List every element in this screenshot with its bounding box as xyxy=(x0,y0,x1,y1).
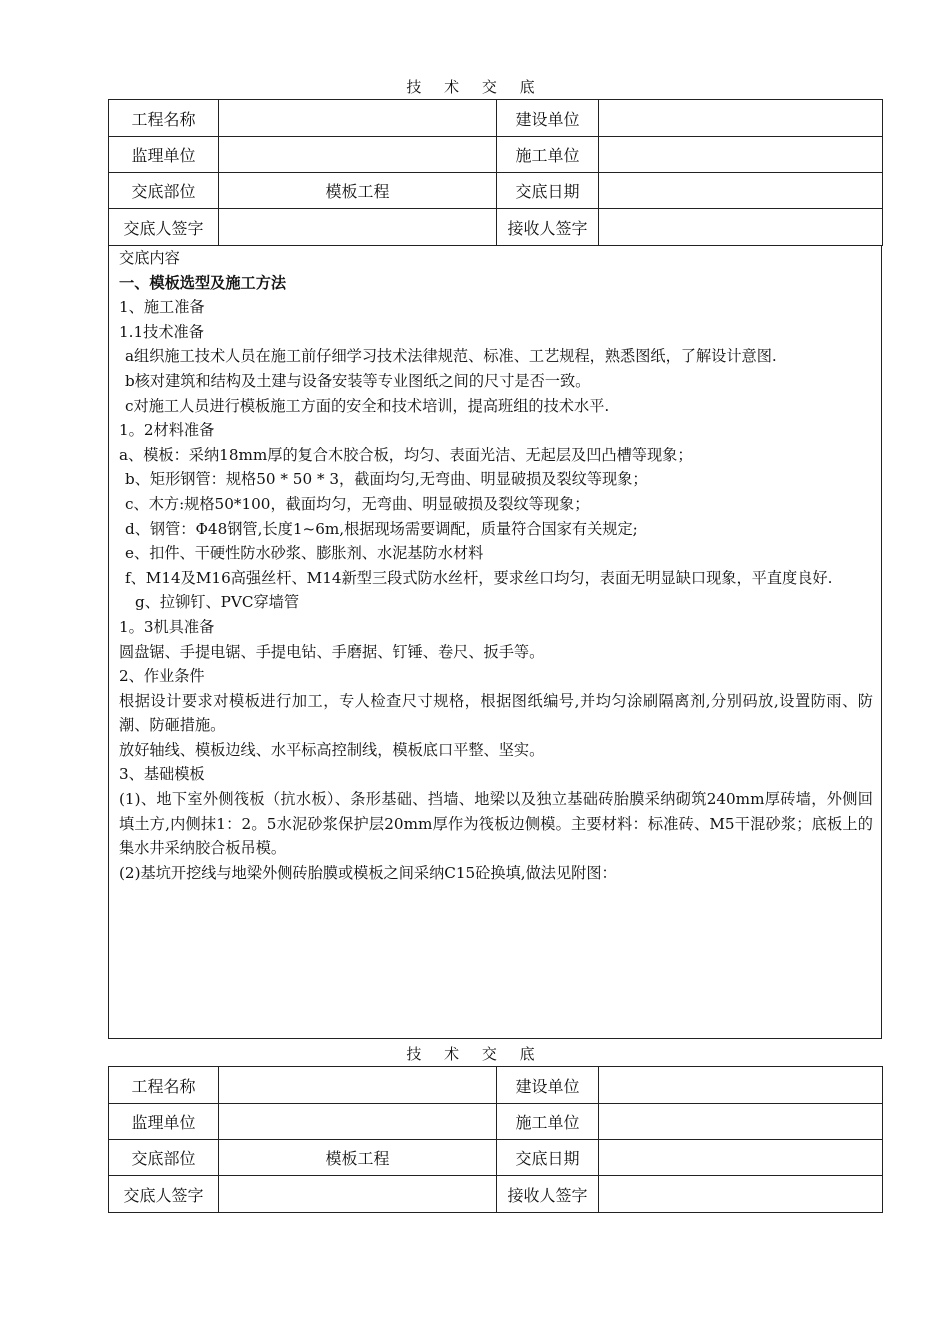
subsection-heading: 3、基础模板 xyxy=(119,765,205,784)
section-heading: 一、模板选型及施工方法 xyxy=(119,273,287,292)
table-row xyxy=(109,1067,883,1104)
paragraph: a组织施工技术人员在施工前仔细学习技术法律规范、标准、工艺规程，熟悉图纸，了解设计意图. xyxy=(125,347,777,366)
paragraph: 根据设计要求对模板进行加工，专人检查尺寸规格，根据图纸编号,并均匀涂刷隔离剂,分别码放,设置防雨、防潮、防砸措施。 xyxy=(119,691,873,735)
giver-sign-field[interactable] xyxy=(219,209,497,246)
part-field[interactable]: 模板工程 xyxy=(219,173,497,209)
table-row xyxy=(109,1140,883,1176)
disclosure-content xyxy=(108,245,882,1039)
table-row xyxy=(109,173,883,209)
disclosure-header-table xyxy=(108,1066,883,1213)
giver-sign-label: 交底人签字 xyxy=(109,209,219,246)
supervisor-label: 监理单位 xyxy=(109,1104,219,1140)
subsection-heading: 1。2材料准备 xyxy=(119,421,215,440)
paragraph: c、木方:规格50*100，截面均匀，无弯曲、明显破损及裂纹等现象； xyxy=(125,494,590,513)
paragraph: f、M14及M16高强丝杆、M14新型三段式防水丝杆，要求丝口均匀，表面无明显缺口现象，平直度良好. xyxy=(125,568,833,587)
contractor-field[interactable] xyxy=(599,137,883,173)
supervisor-field[interactable] xyxy=(219,137,497,173)
paragraph: b核对建筑和结构及土建与设备安装等专业图纸之间的尺寸是否一致。 xyxy=(125,371,591,390)
date-label: 交底日期 xyxy=(497,173,599,209)
paragraph: b、矩形钢管：规格50 * 50 * 3，截面均匀,无弯曲、明显破损及裂纹等现象； xyxy=(125,470,648,489)
receiver-sign-label: 接收人签字 xyxy=(497,209,599,246)
subsection-heading: 1.1技术准备 xyxy=(119,322,204,341)
table-row xyxy=(109,209,883,246)
subsection-heading: 1、施工准备 xyxy=(119,298,205,317)
part-label: 交底部位 xyxy=(109,1140,219,1176)
project-name-label: 工程名称 xyxy=(109,1067,219,1104)
builder-label: 建设单位 xyxy=(497,100,599,137)
table-row xyxy=(109,1176,883,1213)
giver-sign-label: 交底人签字 xyxy=(109,1176,219,1213)
contractor-field[interactable] xyxy=(599,1104,883,1140)
supervisor-field[interactable] xyxy=(219,1104,497,1140)
project-name-field[interactable] xyxy=(219,100,497,137)
builder-field[interactable] xyxy=(599,100,883,137)
table-row xyxy=(109,1104,883,1140)
page-title: 技 术 交 底 xyxy=(406,1045,544,1063)
paragraph: 放好轴线、模板边线、水平标高控制线，模板底口平整、坚实。 xyxy=(119,740,545,759)
project-name-field[interactable] xyxy=(219,1067,497,1104)
page-title: 技 术 交 底 xyxy=(406,78,544,96)
builder-label: 建设单位 xyxy=(497,1067,599,1104)
part-label: 交底部位 xyxy=(109,173,219,209)
disclosure-header-table xyxy=(108,99,883,246)
project-name-label: 工程名称 xyxy=(109,100,219,137)
paragraph: g、拉铆钉、PVC穿墙管 xyxy=(135,593,300,612)
subsection-heading: 1。3机具准备 xyxy=(119,617,215,636)
receiver-sign-field[interactable] xyxy=(599,1176,883,1213)
paragraph: d、钢管：Φ48钢管,长度1~6m,根据现场需要调配，质量符合国家有关规定; xyxy=(125,519,638,538)
date-field[interactable] xyxy=(599,1140,883,1176)
receiver-sign-label: 接收人签字 xyxy=(497,1176,599,1213)
paragraph: 圆盘锯、手提电锯、手提电钻、手磨据、钉锤、卷尺、扳手等。 xyxy=(119,642,545,661)
table-row xyxy=(109,100,883,137)
contractor-label: 施工单位 xyxy=(497,137,599,173)
contractor-label: 施工单位 xyxy=(497,1104,599,1140)
paragraph: e、扣件、干硬性防水砂浆、膨胀剂、水泥基防水材料 xyxy=(125,544,484,563)
subsection-heading: 2、作业条件 xyxy=(119,667,205,686)
paragraph: a、模板：采纳18mm厚的复合木胶合板，均匀、表面光洁、无起层及凹凸槽等现象； xyxy=(119,445,693,464)
paragraph: c对施工人员进行模板施工方面的安全和技术培训，提高班组的技术水平. xyxy=(125,396,610,415)
giver-sign-field[interactable] xyxy=(219,1176,497,1213)
paragraph: (2)基坑开挖线与地梁外侧砖胎膜或模板之间采纳C15砼换填,做法见附图： xyxy=(119,863,617,882)
supervisor-label: 监理单位 xyxy=(109,137,219,173)
table-row xyxy=(109,137,883,173)
content-heading: 交底内容 xyxy=(119,249,180,267)
paragraph: (1)、地下室外侧筏板（抗水板）、条形基础、挡墙、地梁以及独立基础砖胎膜采纳砌筑240mm厚砖墙，外侧回填土方,内侧抹1：2。5水泥砂浆保护层20mm厚作为筏板边侧模。主要材料：标准砖、M5干混砂浆；底板上的集水井采纳胶合板吊模。 xyxy=(119,790,873,858)
builder-field[interactable] xyxy=(599,1067,883,1104)
receiver-sign-field[interactable] xyxy=(599,209,883,246)
part-field[interactable]: 模板工程 xyxy=(219,1140,497,1176)
date-field[interactable] xyxy=(599,173,883,209)
date-label: 交底日期 xyxy=(497,1140,599,1176)
